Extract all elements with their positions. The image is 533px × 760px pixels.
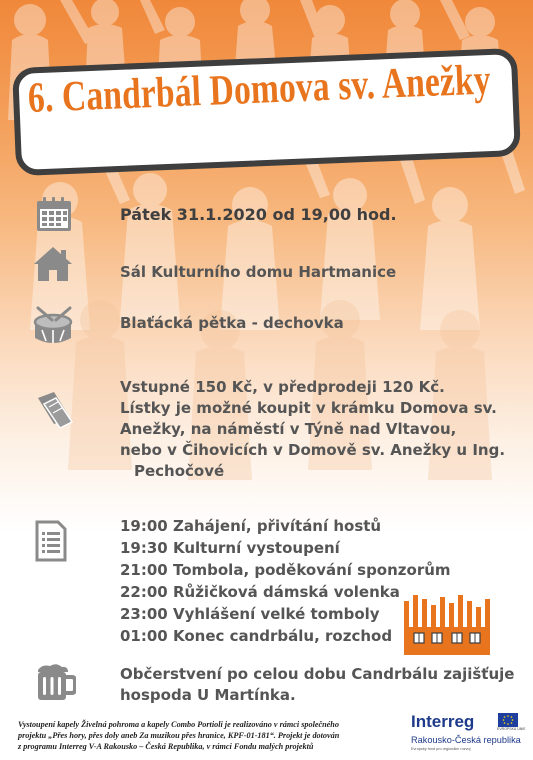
drum-icon bbox=[30, 306, 76, 346]
event-venue: Sál Kulturního domu Hartmanice bbox=[120, 263, 397, 281]
interreg-logo-subtitle: Rakousko-Česká republika bbox=[411, 735, 521, 745]
schedule-item: 19:00 Zahájení, přivítání hostů bbox=[120, 517, 382, 535]
eu-flag-icon bbox=[498, 713, 518, 727]
refreshments-line: Občerstvení po celou dobu Candrbálu zajišťuje bbox=[120, 665, 515, 683]
schedule-item: 01:00 Konec candrbálu, rozchod bbox=[120, 627, 393, 645]
ticket-line: Anežky, na náměstí v Týně nad Vltavou, bbox=[120, 420, 457, 438]
schedule-item: 22:00 Růžičková dámská volenka bbox=[120, 583, 400, 601]
schedule-item: 21:00 Tombola, poděkování sponzorům bbox=[120, 561, 451, 579]
ticket-line: Vstupné 150 Kč, v předprodeji 120 Kč. bbox=[120, 378, 445, 396]
funding-note-line: z programu Interreg V-A Rakousko – Česká Republika, v rámci Fondu malých projektů bbox=[18, 742, 314, 751]
calendar-icon bbox=[34, 194, 74, 234]
refreshments-line: hospoda U Martínka. bbox=[120, 686, 296, 704]
ticket-line: Pechočové bbox=[134, 462, 225, 480]
schedule-item: 19:30 Kulturní vystoupení bbox=[120, 539, 340, 557]
eu-label: EVROPSKÁ UNIE bbox=[497, 727, 526, 731]
schedule-item: 23:00 Vyhlášení velké tomboly bbox=[120, 605, 380, 623]
event-band: Blaťácká pětka - dechovka bbox=[120, 314, 344, 332]
funding-note bbox=[14, 716, 380, 754]
event-title: 6. Candrbál Domova sv. Anežky bbox=[27, 56, 492, 122]
ticket-line: nebo v Čihovicích v Domově sv. Anežky u Ing. bbox=[120, 441, 506, 459]
ticket-line: Lístky je možné koupit v krámku Domova sv. bbox=[120, 399, 497, 417]
ticket-info bbox=[120, 377, 505, 482]
funding-note-line: projektu „Přes hory, přes doly aneb Za muzikou přes hranice, KPF-01-181“. Projekt je dotován bbox=[18, 731, 340, 740]
interreg-logo bbox=[403, 704, 531, 756]
document-list-icon bbox=[34, 520, 68, 562]
tickets-icon bbox=[34, 388, 76, 428]
house-icon bbox=[32, 244, 74, 284]
event-date-time: Pátek 31.1.2020 od 19,00 hod. bbox=[120, 205, 397, 224]
building-illustration bbox=[402, 595, 494, 657]
funding-note-line: Vystoupení kapely Živelná pohroma a kapely Combo Portioli je realizováno v rámci společného bbox=[18, 720, 339, 729]
interreg-logo-fund: Evropský fond pro regionální rozvoj bbox=[411, 747, 471, 751]
schedule-list bbox=[120, 515, 451, 647]
interreg-logo-name: Interreg bbox=[411, 712, 475, 731]
beer-mug-icon bbox=[34, 662, 76, 702]
refreshments-info bbox=[120, 664, 514, 706]
